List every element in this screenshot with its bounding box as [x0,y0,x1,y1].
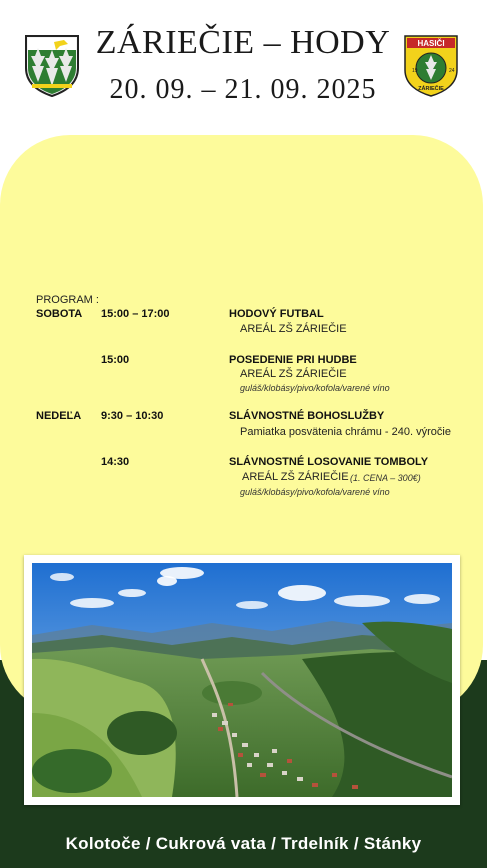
firefighters-crest-icon [403,34,459,98]
village-aerial-photo [24,555,460,805]
footer-attractions: Kolotoče / Cukrová vata / Trdelník / Stánky [65,834,422,853]
event-time: 14:30 [101,456,130,468]
crest-year-right: 24 [449,68,455,74]
event-title: SLÁVNOSTNÉ LOSOVANIE TOMBOLY [229,456,429,468]
event-time: 15:00 – 17:00 [101,308,170,320]
header [0,0,487,140]
day-sunday: NEDEĽA [36,410,82,422]
event-note: guláš/klobásy/pivo/kofola/varené víno [240,383,390,393]
event-title: HODOVÝ FUTBAL [229,308,324,320]
event-location: AREÁL ZŠ ZÁRIEČIE [242,471,349,483]
event-location: AREÁL ZŠ ZÁRIEČIE [240,323,347,335]
event-title: SLÁVNOSTNÉ BOHOSLUŽBY [229,410,385,422]
day-saturday: SOBOTA [36,308,83,320]
crest-year-left: 19 [412,68,418,74]
aerial-landscape-image [32,563,452,797]
event-dates: 20. 09. – 21. 09. 2025 [109,74,377,105]
village-coat-of-arms-icon [24,34,80,98]
event-time: 9:30 – 10:30 [101,410,164,422]
crest-top-text: HASIČI [417,39,445,48]
event-location: Pamiatka posvätenia chrámu - 240. výročie [240,426,451,438]
event-title: POSEDENIE PRI HUDBE [229,354,357,366]
event-time: 15:00 [101,354,130,366]
event-location: AREÁL ZŠ ZÁRIEČIE [240,368,347,380]
program-label: PROGRAM : [36,294,99,306]
crest-bottom-text: ZÁRIEČIE [418,86,444,92]
page-title: ZÁRIEČIE – HODY [95,24,391,61]
event-note: guláš/klobásy/pivo/kofola/varené víno [240,487,390,497]
prize-note: (1. CENA – 300€) [350,473,421,483]
